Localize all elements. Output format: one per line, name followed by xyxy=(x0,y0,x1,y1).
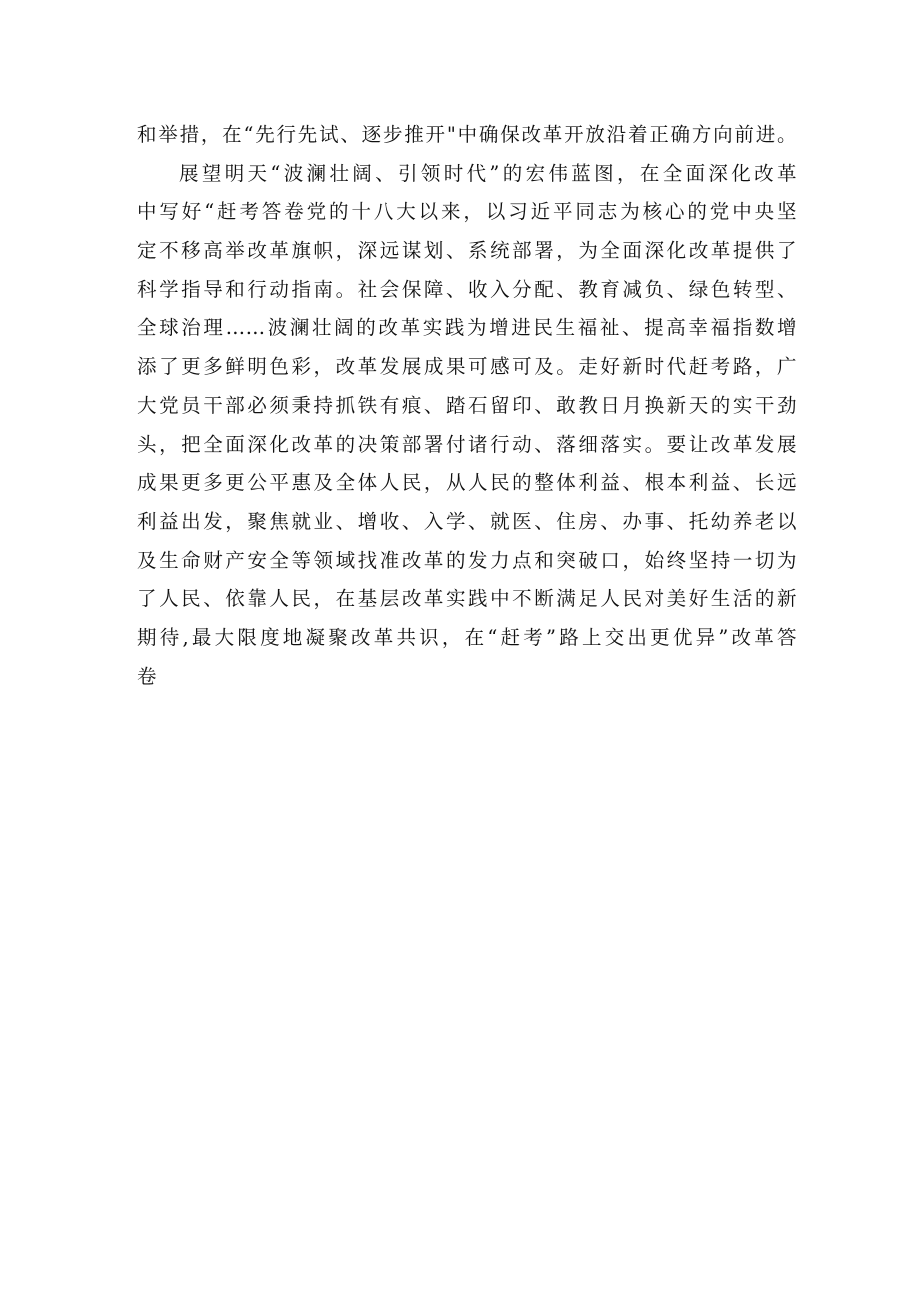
text-line: 定不移高举改革旗帜，深远谋划、系统部署，为全面深化改革提供了 xyxy=(137,239,797,263)
text-line: 利益出发，聚焦就业、增收、入学、就医、住房、办事、托幼养老以 xyxy=(137,509,797,533)
text-line: 了人民、依靠人民，在基层改革实践中不断满足人民对美好生活的新 xyxy=(137,587,797,611)
text-line: 期待,最大限度地凝聚改革共识，在“赶考”路上交出更优异”改革答 xyxy=(137,625,797,649)
text-line: 科学指导和行动指南。社会保障、收入分配、教育减负、绿色转型、 xyxy=(137,277,797,301)
text-line: 全球治理……波澜壮阔的改革实践为增进民生福祉、提高幸福指数增 xyxy=(137,316,797,340)
text-line: 中写好“赶考答卷党的十八大以来，以习近平同志为核心的党中央坚 xyxy=(137,200,797,224)
text-line: 和举措，在“先行先试、逐步推开"中确保改革开放沿着正确方向前进。 xyxy=(137,123,797,146)
body-text xyxy=(137,116,797,696)
paragraph-last-line: 卷 xyxy=(137,664,158,688)
text-line: 大党员干部必须秉持抓铁有痕、踏石留印、敢教日月换新天的实干劲 xyxy=(137,393,797,417)
text-line: 头，把全面深化改革的决策部署付诸行动、落细落实。要让改革发展 xyxy=(137,432,797,456)
text-line: 添了更多鲜明色彩，改革发展成果可感可及。走好新时代赶考路，广 xyxy=(137,355,797,379)
paragraph-first-line: 展望明天“波澜壮阔、引领时代”的宏伟蓝图，在全面深化改革 xyxy=(179,161,797,185)
text-line: 及生命财产安全等领域找准改革的发力点和突破口，始终坚持一切为 xyxy=(137,548,797,572)
text-line: 成果更多更公平惠及全体人民，从人民的整体利益、根本利益、长远 xyxy=(137,471,797,495)
